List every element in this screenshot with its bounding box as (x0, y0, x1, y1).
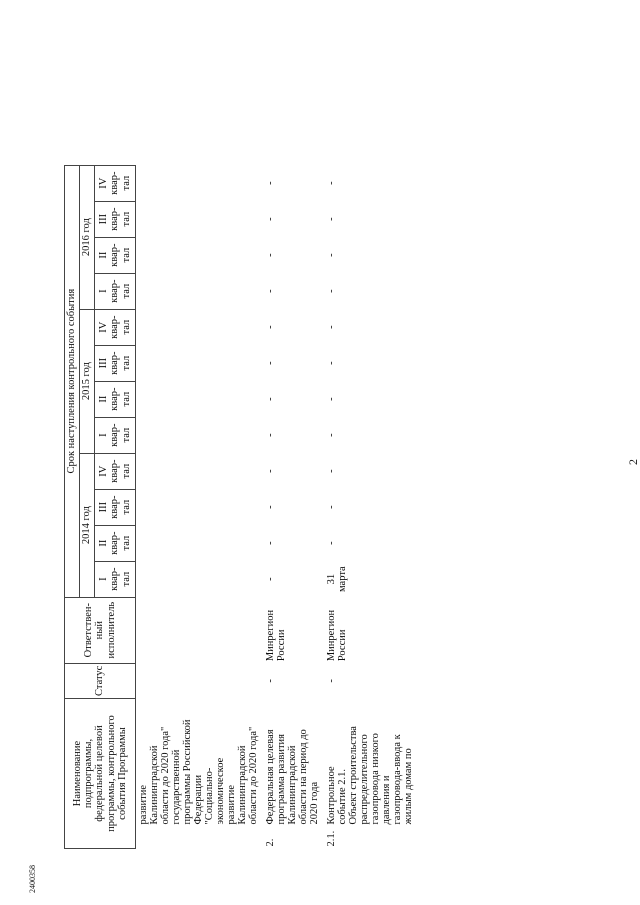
row-cell (136, 201, 260, 237)
row-cell: - (265, 577, 277, 581)
header-quarter: I квар- тал (95, 417, 136, 453)
row-name: Федеральная целевая программа развития Калининградской области на период до 2020 года (265, 729, 321, 825)
row-status: - (265, 679, 277, 683)
row-cell (136, 273, 260, 309)
table-row (259, 165, 320, 848)
row-cell: - (326, 397, 338, 401)
row-cell: - (326, 325, 338, 329)
row-cell (136, 309, 260, 345)
header-quarter: IV квар- тал (95, 309, 136, 345)
row-responsible: Минрегион России (265, 609, 288, 662)
row-cell (136, 417, 260, 453)
row-name: Контрольное событие 2.1. Объект строительства распределительного газопровода низкого давления и газопровода-ввода к жилым домам по (326, 726, 415, 825)
row-cell (136, 453, 260, 489)
header-quarter: III квар- тал (95, 489, 136, 525)
page-number: 2 (626, 459, 640, 465)
row-cell: 31 марта (326, 566, 349, 593)
row-cell: - (265, 541, 277, 545)
document-id: 2400358 (28, 865, 37, 893)
header-name-column: Наименование подпрограммы, федеральной целевой программы, контрольного события Программы (65, 699, 136, 849)
row-cell: - (265, 505, 277, 509)
row-responsible (136, 597, 260, 663)
row-name: развитие Калининградской области до 2020 года" государственной программы Российской Федерации "Социально- экономическое развитие Калининградской области до 2020 года" (138, 719, 260, 825)
header-quarter: II квар- тал (95, 237, 136, 273)
row-cell: - (265, 217, 277, 221)
row-cell: - (326, 433, 338, 437)
row-cell: - (265, 253, 277, 257)
header-responsible-column: Ответствен- ный исполнитель (65, 597, 136, 663)
table-row (136, 165, 260, 848)
header-quarter: III квар- тал (95, 345, 136, 381)
row-cell: - (265, 469, 277, 473)
header-quarter: IV квар- тал (95, 453, 136, 489)
table-row (320, 165, 414, 848)
row-cell: - (326, 253, 338, 257)
row-status: - (326, 679, 338, 683)
header-quarter: II квар- тал (95, 381, 136, 417)
row-cell (136, 345, 260, 381)
header-year-2014: 2014 год (80, 453, 95, 597)
header-quarter: III квар- тал (95, 201, 136, 237)
header-quarter: I квар- тал (95, 273, 136, 309)
row-cell: - (265, 361, 277, 365)
header-year-2015: 2015 год (80, 309, 95, 453)
header-quarter: I квар- тал (95, 561, 136, 597)
row-cell (136, 165, 260, 201)
row-cell: - (265, 289, 277, 293)
header-status-column: Статус (65, 663, 136, 698)
row-cell: - (326, 181, 338, 185)
row-cell: - (265, 433, 277, 437)
row-number: 2. (265, 838, 277, 847)
row-cell (136, 381, 260, 417)
row-cell: - (326, 361, 338, 365)
row-cell (136, 561, 260, 597)
row-cell: - (326, 505, 338, 509)
header-deadline: Срок наступления контрольного события (65, 165, 80, 597)
row-cell: - (326, 289, 338, 293)
header-year-2016: 2016 год (80, 165, 95, 309)
header-quarter: IV квар- тал (95, 165, 136, 201)
row-cell: - (265, 181, 277, 185)
header-quarter: II квар- тал (95, 525, 136, 561)
control-events-table (64, 165, 414, 849)
row-status (136, 663, 260, 698)
row-number: 2.1. (326, 830, 338, 847)
row-cell (136, 237, 260, 273)
row-cell: - (265, 325, 277, 329)
row-cell: - (326, 469, 338, 473)
row-cell (136, 489, 260, 525)
row-cell: - (326, 541, 338, 545)
row-cell (136, 525, 260, 561)
row-cell: - (326, 217, 338, 221)
row-number (136, 827, 260, 849)
row-cell: - (265, 397, 277, 401)
row-responsible: Минрегион России (326, 609, 349, 662)
